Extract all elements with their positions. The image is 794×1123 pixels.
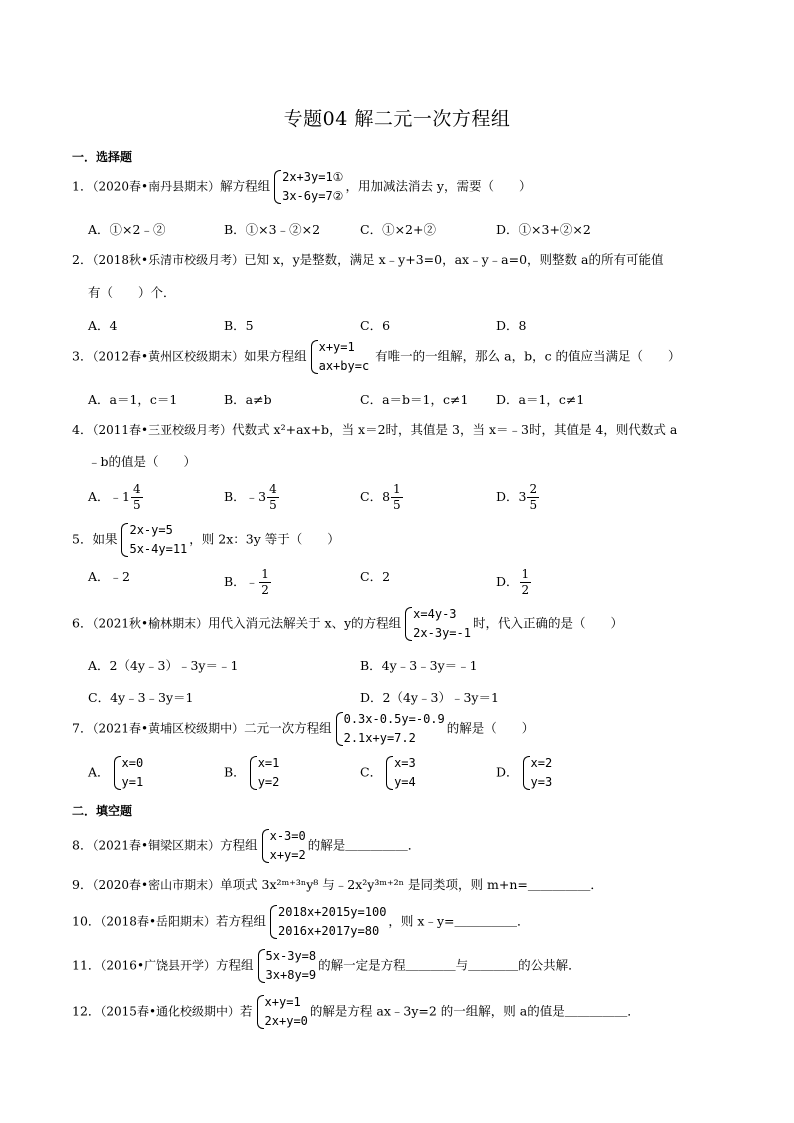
option-c: C．4y﹣3﹣3y＝1 [88,690,194,705]
fraction: $\frac{4}{5}$ [269,482,277,512]
question-3: 3．（2012春•黄州区校级期末）如果方程组 x+y=1 ax+by=c 有唯一的一组解，那么 a，b，c 的值应当满足（ ） [72,338,681,376]
option-d: D．8 [496,318,527,333]
fraction: $\frac{1}{2}$ [261,567,269,597]
option-a: A．2（4y﹣3）﹣3y＝﹣1 [88,658,239,673]
option-d: D． $\frac{1}{2}$ [496,567,530,597]
option-a: A．﹣1 $\frac{4}{5}$ [88,482,141,512]
question-2-continued: 有（ ）个． [88,285,176,300]
fraction: $\frac{1}{5}$ [393,482,401,512]
option-d: D． x=2 y=3 [496,754,554,792]
option-b: B．﹣ $\frac{1}{2}$ [224,567,269,597]
option-a: A．a＝1，c＝1 [88,392,178,407]
question-4-continued: ﹣b的值是（ ） [88,454,197,469]
section-fill: 二．填空题 [72,804,133,818]
equation-system: 2018x+2015y=100 2016x+2017y=80 [268,903,386,941]
option-c: C．2 [360,569,391,584]
equation-system: x=4y-3 2x-3y=-1 [403,605,471,643]
option-d: D．3 $\frac{2}{5}$ [496,482,538,512]
question-5: 5．如果 2x-y=5 5x-4y=11 ，则 2x：3y 等于（ ） [72,521,340,559]
question-1: 1．（2020春•南丹县期末）解方程组 2x+3y=1① 3x-6y=7② ，用加减法消去 y，需要（ ） [72,168,531,206]
page-title: 专题04 解二元一次方程组 [283,108,511,130]
option-b: B．4y﹣3﹣3y＝﹣1 [360,658,478,673]
option-b: B．①×3﹣②×2 [224,222,321,237]
option-b: B．﹣3 $\frac{4}{5}$ [224,482,277,512]
fraction: $\frac{1}{2}$ [521,567,530,597]
option-c: C． x=3 y=4 [360,754,418,792]
option-d: D．a＝1，c≠1 [496,392,585,407]
section-choice: 一．选择题 [72,150,133,164]
equation-system: x+y=1 2x+y=0 [255,993,308,1031]
option-b: B．5 [224,318,254,333]
option-b: B． x=1 y=2 [224,754,281,792]
equation-system: 2x-y=5 5x-4y=11 [119,521,187,559]
option-a: A．4 [88,318,118,333]
question-11: 11．（2016•广饶县开学）方程组 5x-3y=8 3x+8y=9 的解一定是方程＿＿＿＿与＿＿＿＿的公共解． [72,947,581,985]
fraction: $\frac{2}{5}$ [529,482,538,512]
equation-system: x-3=0 x+y=2 [260,827,306,865]
option-c: C．①×2+② [360,222,436,237]
question-10: 10．（2018春•岳阳期末）若方程组 2018x+2015y=100 2016x+2017y=80 ，则 x﹣y=＿＿＿＿＿． [72,903,529,941]
question-9: 9．（2020春•密山市期末）单项式 3x²ᵐ⁺³ⁿy⁸ 与﹣2x²y³ᵐ⁺²ⁿ 是同类项，则 m+n=＿＿＿＿＿． [72,877,603,892]
option-a: A．﹣2 [88,569,130,584]
question-6: 6．（2021秋•榆林期末）用代入消元法解关于 x、y的方程组 x=4y-3 2x-3y=-1 时，代入正确的是（ ） [72,605,623,643]
equation-system: 2x+3y=1① 3x-6y=7② [272,168,343,206]
option-a: A． x=0 y=1 [88,754,145,792]
equation-system: 0.3x-0.5y=-0.9 2.1x+y=7.2 [334,710,445,748]
option-d: D．2（4y﹣3）﹣3y＝1 [360,690,499,705]
fraction: $\frac{4}{5}$ [132,482,141,512]
equation-system: x+y=1 ax+by=c [309,338,370,376]
question-2: 2．（2018秋•乐清市校级月考）已知 x，y是整数，满足 x﹣y+3=0，ax﹣y﹣a=0，则整数 a的所有可能值 [72,252,664,267]
question-4: 4．（2011春•三亚校级月考）代数式 x²+ax+b，当 x＝2时，其值是 3，当 x＝﹣3时，其值是 4，则代数式 a [72,422,678,437]
question-12: 12．（2015春•通化校级期中）若 x+y=1 2x+y=0 的解是方程 ax﹣3y=2 的一组解，则 a的值是＿＿＿＿＿． [72,993,640,1031]
option-b: B．a≠b [224,392,272,407]
equation-system: 5x-3y=8 3x+8y=9 [256,947,317,985]
option-c: C．8 $\frac{1}{5}$ [360,482,401,512]
option-c: C．a＝b＝1，c≠1 [360,392,469,407]
option-d: D．①×3+②×2 [496,222,591,237]
question-7: 7．（2021春•黄埔区校级期中）二元一次方程组 0.3x-0.5y=-0.9 2.1x+y=7.2 的解是（ ） [72,710,534,748]
option-a: A．①×2﹣② [88,222,166,237]
question-8: 8．（2021春•铜梁区期末）方程组 x-3=0 x+y=2 的解是＿＿＿＿＿． [72,827,420,865]
option-c: C．6 [360,318,391,333]
